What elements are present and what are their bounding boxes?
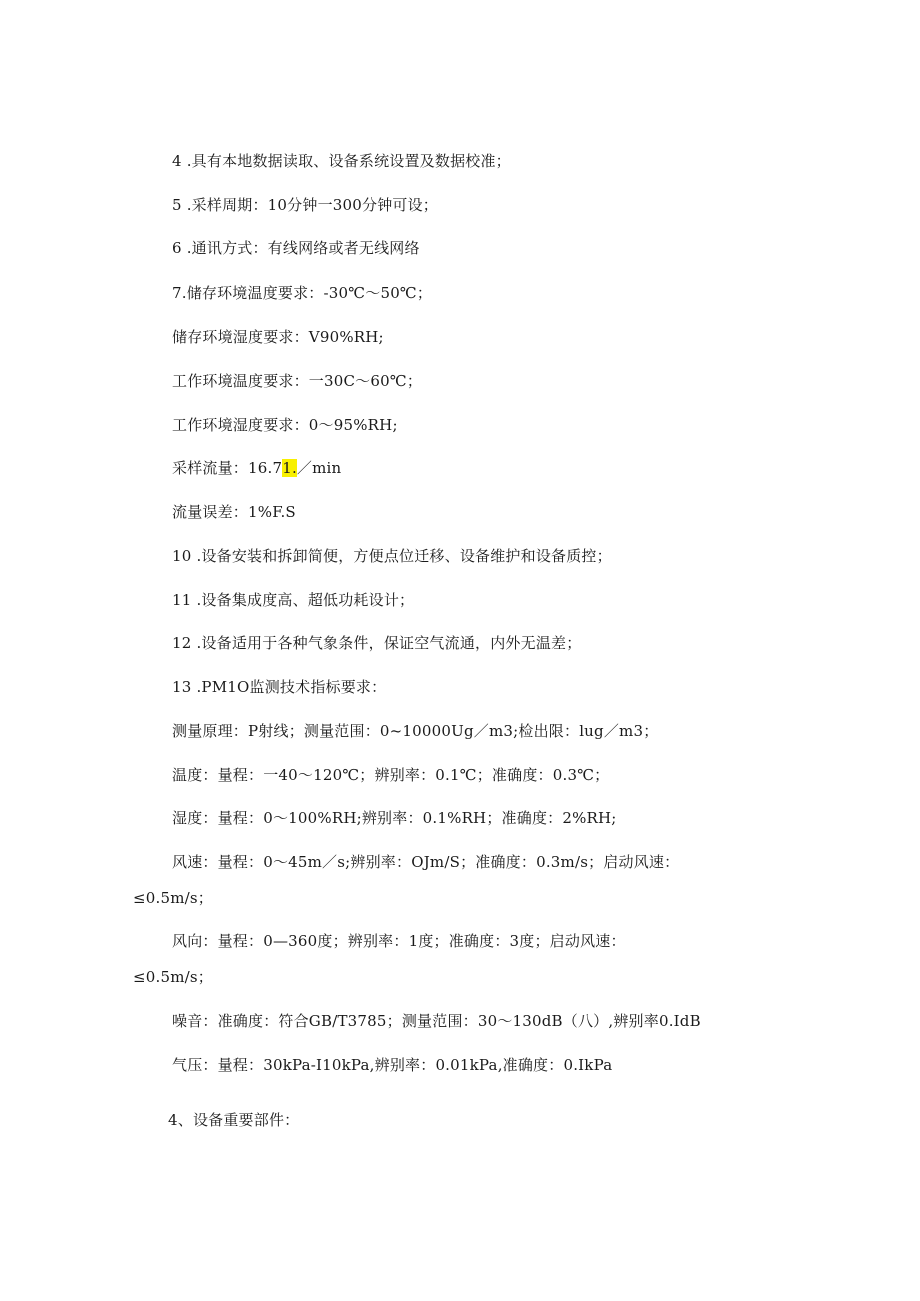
working-humidity: 工作环境湿度要求：0～95%RH; (172, 416, 398, 434)
item-13-pm10-requirements: 13 .PM1O监测技术指标要求： (172, 678, 387, 696)
item-4-local-data: 4 .具有本地数据读取、设备系统设置及数据校准； (172, 152, 511, 170)
working-temperature: 工作环境温度要求：一30C～60℃； (172, 372, 423, 390)
wind-direction-spec-continued: ≤0.5m/s； (133, 968, 213, 986)
item-7-storage-temperature: 7.储存环境温度要求：-30℃～50℃； (172, 284, 433, 302)
wind-direction-spec: 风向：量程：0—360度；辨别率：1度；准确度：3度；启动风速： (172, 932, 626, 950)
temperature-spec: 温度：量程：一40～120℃；辨别率：0.1℃；准确度：0.3℃； (172, 766, 610, 784)
measurement-principle: 测量原理：P射线；测量范围：0~10000Ug／m3;检出限：lug／m3； (172, 722, 659, 740)
sampling-flow-highlight: 1. (282, 459, 297, 477)
flow-error: 流量误差：1%F.S (172, 503, 296, 521)
wind-speed-spec: 风速：量程：0～45m／s;辨别率：OJm/S；准确度：0.3m/s；启动风速： (172, 853, 680, 871)
item-11-integration: 11 .设备集成度高、超低功耗设计； (172, 591, 415, 609)
section-heading-important-parts: 4、设备重要部件： (168, 1111, 300, 1129)
item-5-sampling-period: 5 .采样周期：10分钟一300分钟可设； (172, 196, 438, 214)
item-6-communication: 6 .通讯方式：有线网络或者无线网络 (172, 239, 420, 257)
wind-speed-spec-continued: ≤0.5m/s； (133, 889, 213, 907)
storage-humidity: 储存环境湿度要求：V90%RH; (172, 328, 384, 346)
sampling-flow-suffix: ／min (296, 459, 342, 477)
item-12-weather-conditions: 12 .设备适用于各种气象条件，保证空气流通，内外无温差； (172, 634, 582, 652)
sampling-flow (172, 458, 341, 478)
sampling-flow-prefix: 采样流量：16.7 (172, 459, 283, 477)
noise-spec: 噪音：准确度：符合GB/T3785；测量范围：30～130dB（八）,辨别率0.IdB (172, 1012, 701, 1030)
pressure-spec: 气压：量程：30kPa-I10kPa,辨别率：0.01kPa,准确度：0.IkPa (172, 1056, 613, 1074)
humidity-spec: 湿度：量程：0～100%RH;辨别率：0.1%RH；准确度：2%RH; (172, 809, 617, 827)
item-10-installation: 10 .设备安装和拆卸简便，方便点位迁移、设备维护和设备质控； (172, 547, 612, 565)
